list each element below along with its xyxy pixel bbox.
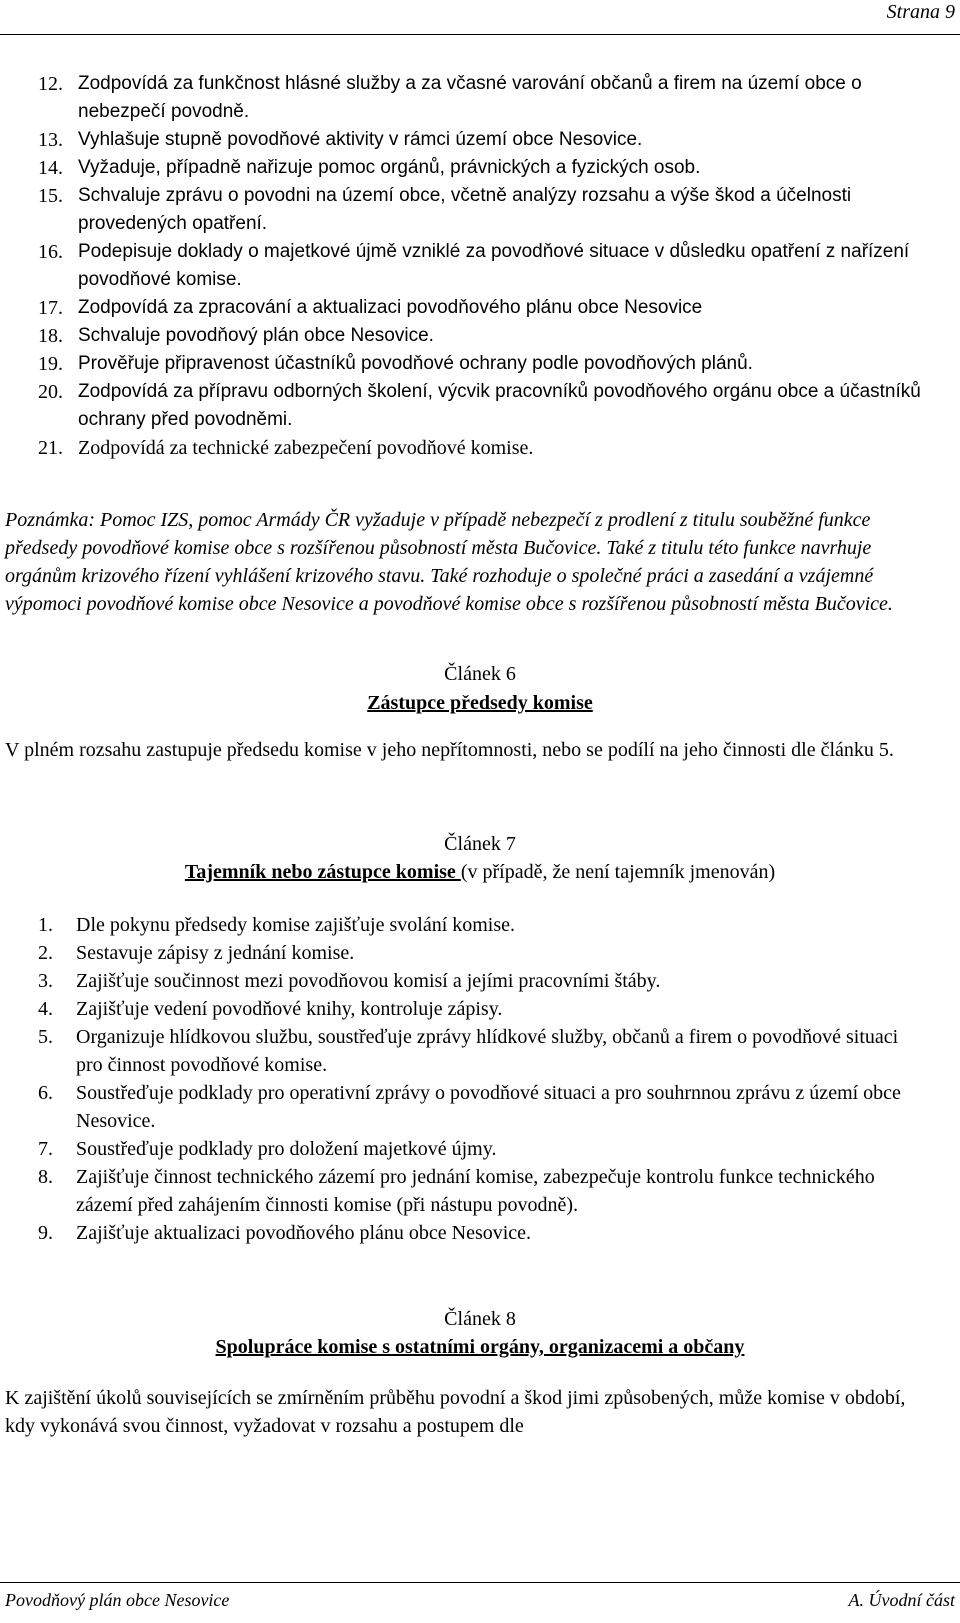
list-item-text: Schvaluje zprávu o povodni na území obce, včetně analýzy rozsahu a výše škod a účelnosti provedených opatření. (78, 185, 852, 234)
list-item (38, 378, 928, 434)
list-item-number: 2. (38, 942, 53, 964)
list-item-number: 7. (38, 1138, 53, 1160)
list-item-number: 8. (38, 1166, 53, 1188)
list-item (38, 238, 928, 294)
page-number: Strana 9 (886, 1, 955, 23)
list-item-text: Dle pokynu předsedy komise zajišťuje svolání komise. (76, 914, 516, 936)
list-item (38, 322, 928, 350)
list-item-text: Vyhlašuje stupně povodňové aktivity v rámci území obce Nesovice. (78, 129, 643, 150)
list-item (38, 1079, 928, 1135)
list-item-text: Zajišťuje činnost technického zázemí pro jednání komise, zabezpečuje kontrolu funkce technického zázemí před zahájením činnosti komise (při nástupu povodně). (76, 1166, 875, 1216)
list-item-number: 13. (38, 129, 63, 151)
list-item-text: Vyžaduje, případně nařizuje pomoc orgánů, právnických a fyzických osob. (78, 157, 701, 178)
chairman-duties-list (38, 70, 928, 462)
list-item-number: 18. (38, 325, 63, 347)
article-6-title (0, 689, 960, 717)
list-item (38, 911, 928, 939)
article-6-text: V plném rozsahu zastupuje předsedu komise v jeho nepřítomnosti, nebo se podílí na jeho činnosti dle článku 5. (5, 739, 894, 761)
list-item-text: Zajišťuje aktualizaci povodňového plánu obce Nesovice. (76, 1222, 532, 1244)
list-item-text: Zodpovídá za zpracování a aktualizaci povodňového plánu obce Nesovice (78, 297, 703, 318)
note-paragraph: Poznámka: Pomoc IZS, pomoc Armády ČR vyžaduje v případě nebezpečí z prodlení z titulu souběžné funkce předsedy povodňové komise obce s rozšířenou působností města Bučovice. Také z titulu této funkce navrhuje orgánům krizového řízení vyhlášení krizového stavu. Také rozhoduje o společné práci a zasedání a vzájemné výpomoci povodňové komise obce Nesovice a povodňové komise obce s rozšířenou působností města Bučovice. (5, 509, 893, 615)
article-8-heading: Článek 8 (444, 1308, 516, 1330)
list-item (38, 126, 928, 154)
list-item-number: 14. (38, 157, 63, 179)
list-item (38, 182, 928, 238)
article-7-title-text: Tajemník nebo zástupce komise (184, 861, 461, 883)
article-6-heading: Článek 6 (444, 663, 516, 685)
article-8-text: K zajištění úkolů souvisejících se zmírněním průběhu povodní a škod jimi způsobených, může komise v období, kdy vykonává svou činnost, vyžadovat v rozsahu a postupem dle (5, 1387, 906, 1437)
list-item-number: 20. (38, 381, 63, 403)
page-footer (0, 1582, 960, 1623)
article-8-title-text: Spolupráce komise s ostatními orgány, organizacemi a občany (215, 1336, 745, 1358)
list-item (38, 1135, 928, 1163)
list-item-number: 19. (38, 353, 63, 375)
list-item-text: Prověřuje připravenost účastníků povodňové ochrany podle povodňových plánů. (78, 353, 753, 374)
article-8-title (0, 1333, 960, 1361)
list-item-text: Zodpovídá za technické zabezpečení povodňové komise. (78, 437, 534, 459)
secretary-duties-list (38, 911, 928, 1247)
list-item-number: 9. (38, 1222, 53, 1244)
article-7-heading: Článek 7 (444, 833, 516, 855)
list-item-text: Zodpovídá za přípravu odborných školení, výcvik pracovníků povodňového orgánu obce a účastníků ochrany před povodněmi. (78, 381, 921, 430)
list-item-number: 21. (38, 437, 63, 459)
page-header (0, 0, 960, 35)
list-item-text: Zodpovídá za funkčnost hlásné služby a za včasné varování občanů a firem na území obce o nebezpečí povodně. (78, 73, 862, 122)
list-item (38, 294, 928, 322)
list-item-number: 16. (38, 241, 63, 263)
list-item-number: 12. (38, 73, 63, 95)
list-item-text: Soustřeďuje podklady pro doložení majetkové újmy. (76, 1138, 497, 1160)
list-item (38, 1023, 928, 1079)
list-item (38, 1163, 928, 1219)
list-item-text: Schvaluje povodňový plán obce Nesovice. (78, 325, 434, 346)
list-item (38, 995, 928, 1023)
list-item-number: 4. (38, 998, 53, 1020)
list-item (38, 967, 928, 995)
list-item-text: Zajišťuje součinnost mezi povodňovou komisí a jejími pracovními štáby. (76, 970, 661, 992)
list-item (38, 434, 928, 462)
list-item-number: 1. (38, 914, 53, 936)
article-7-title-suffix: (v případě, že není tajemník jmenován) (460, 861, 776, 883)
list-item-text: Sestavuje zápisy z jednání komise. (76, 942, 355, 964)
list-item-number: 15. (38, 185, 63, 207)
list-item-text: Organizuje hlídkovou službu, soustřeďuje zprávy hlídkové služby, občanů a firem o povodňové situaci pro činnost povodňové komise. (76, 1026, 899, 1076)
footer-document-title: Povodňový plán obce Nesovice (5, 1590, 230, 1610)
article-7-title (0, 858, 960, 886)
list-item-number: 6. (38, 1082, 53, 1104)
list-item-text: Zajišťuje vedení povodňové knihy, kontroluje zápisy. (76, 998, 503, 1020)
list-item-number: 5. (38, 1026, 53, 1048)
article-6-title-text: Zástupce předsedy komise (367, 692, 593, 714)
list-item (38, 939, 928, 967)
list-item (38, 154, 928, 182)
list-item-text: Soustřeďuje podklady pro operativní zprávy o povodňové situaci a pro souhrnnou zprávu z území obce Nesovice. (76, 1082, 901, 1132)
list-item-number: 17. (38, 297, 63, 319)
list-item (38, 1219, 928, 1247)
list-item-number: 3. (38, 970, 53, 992)
footer-section-label: A. Úvodní část (848, 1590, 955, 1610)
list-item (38, 70, 928, 126)
list-item (38, 350, 928, 378)
list-item-text: Podepisuje doklady o majetkové újmě vzniklé za povodňové situace v důsledku opatření z nařízení povodňové komise. (78, 241, 910, 290)
